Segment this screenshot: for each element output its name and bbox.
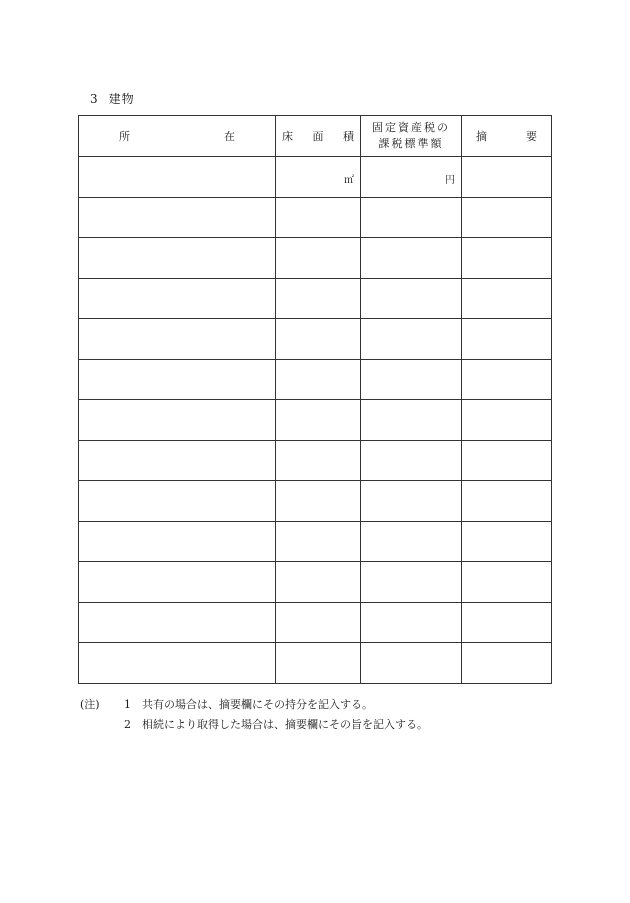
table-row xyxy=(79,481,552,522)
tax-value-cell[interactable] xyxy=(361,197,462,238)
location-cell[interactable] xyxy=(79,197,276,238)
note-label: (注) xyxy=(80,698,100,711)
table-row xyxy=(79,319,552,360)
summary-cell[interactable] xyxy=(462,440,552,481)
location-cell[interactable] xyxy=(79,521,276,562)
floor-area-cell[interactable] xyxy=(276,400,361,441)
floor-area-cell[interactable] xyxy=(276,278,361,319)
location-cell[interactable] xyxy=(79,562,276,603)
floor-area-cell[interactable] xyxy=(276,238,361,279)
location-cell[interactable] xyxy=(79,359,276,400)
note-item: (注) 1 共有の場合は、摘要欄にその持分を記入する。 xyxy=(80,695,428,715)
tax-value-cell[interactable] xyxy=(361,238,462,279)
location-cell[interactable] xyxy=(79,602,276,643)
table-row xyxy=(79,359,552,400)
table-row xyxy=(79,602,552,643)
table-row xyxy=(79,278,552,319)
location-cell[interactable] xyxy=(79,481,276,522)
note-item: 2 相続により取得した場合は、摘要欄にその旨を記入する。 xyxy=(80,715,428,735)
tax-value-cell[interactable] xyxy=(361,157,462,198)
tax-value-cell[interactable] xyxy=(361,481,462,522)
location-cell[interactable] xyxy=(79,238,276,279)
location-cell[interactable] xyxy=(79,400,276,441)
floor-area-cell[interactable] xyxy=(276,521,361,562)
tax-value-cell[interactable] xyxy=(361,359,462,400)
location-cell[interactable] xyxy=(79,157,276,198)
tax-value-cell[interactable] xyxy=(361,319,462,360)
summary-cell[interactable] xyxy=(462,157,552,198)
summary-cell[interactable] xyxy=(462,319,552,360)
notes xyxy=(80,695,428,735)
summary-cell[interactable] xyxy=(462,643,552,684)
section-title xyxy=(90,90,135,107)
tax-value-cell[interactable] xyxy=(361,602,462,643)
summary-cell[interactable] xyxy=(462,602,552,643)
table-row xyxy=(79,238,552,279)
floor-area-cell[interactable] xyxy=(276,602,361,643)
summary-cell[interactable] xyxy=(462,359,552,400)
floor-area-cell[interactable] xyxy=(276,440,361,481)
table-row xyxy=(79,157,552,198)
location-cell[interactable] xyxy=(79,319,276,360)
summary-cell[interactable] xyxy=(462,197,552,238)
floor-area-cell[interactable] xyxy=(276,197,361,238)
table-row xyxy=(79,440,552,481)
table-row xyxy=(79,521,552,562)
header-floor-area: 床 面 積 xyxy=(276,116,361,157)
tax-value-cell[interactable] xyxy=(361,521,462,562)
floor-area-cell[interactable] xyxy=(276,359,361,400)
building-table xyxy=(78,115,552,684)
tax-value-cell[interactable] xyxy=(361,278,462,319)
summary-cell[interactable] xyxy=(462,400,552,441)
floor-area-cell[interactable] xyxy=(276,562,361,603)
yen-unit: 円 xyxy=(445,175,455,186)
floor-area-cell[interactable] xyxy=(276,643,361,684)
location-cell[interactable] xyxy=(79,278,276,319)
table-header-row xyxy=(79,116,552,157)
table-row xyxy=(79,197,552,238)
summary-cell[interactable] xyxy=(462,562,552,603)
summary-cell[interactable] xyxy=(462,521,552,562)
summary-cell[interactable] xyxy=(462,238,552,279)
table-row xyxy=(79,400,552,441)
section-heading: 建物 xyxy=(108,92,135,106)
section-number: 3 xyxy=(90,92,99,106)
header-tax-value: 固定資産税の 課税標準額 xyxy=(361,116,462,157)
header-summary: 摘 要 xyxy=(462,116,552,157)
note-text: 共有の場合は、摘要欄にその持分を記入する。 xyxy=(142,698,373,711)
summary-cell[interactable] xyxy=(462,278,552,319)
location-cell[interactable] xyxy=(79,643,276,684)
summary-cell[interactable] xyxy=(462,481,552,522)
note-text: 相続により取得した場合は、摘要欄にその旨を記入する。 xyxy=(142,718,428,731)
tax-value-cell[interactable] xyxy=(361,562,462,603)
tax-value-cell[interactable] xyxy=(361,400,462,441)
table-row xyxy=(79,562,552,603)
table-row xyxy=(79,643,552,684)
floor-area-cell[interactable] xyxy=(276,319,361,360)
header-location: 所 在 xyxy=(79,116,276,157)
area-unit: ㎡ xyxy=(344,175,354,186)
tax-value-cell[interactable] xyxy=(361,440,462,481)
location-cell[interactable] xyxy=(79,440,276,481)
floor-area-cell[interactable] xyxy=(276,157,361,198)
floor-area-cell[interactable] xyxy=(276,481,361,522)
tax-value-cell[interactable] xyxy=(361,643,462,684)
